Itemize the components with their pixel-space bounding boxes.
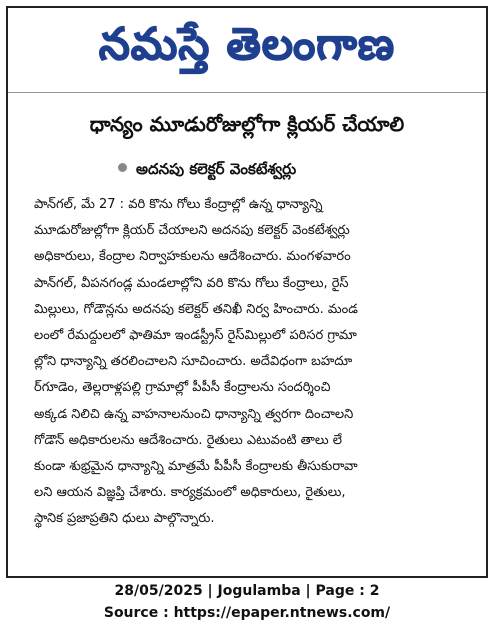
- article-line: ల్లోని ధాన్యాన్ని తరలించాలని సూచించారు. అదేవిధంగా బహదూ: [34, 354, 353, 370]
- article-line: పాన్‌గల్, మే 27 : వరి కొను గోలు కేంద్రాల్లో ఉన్న ధాన్యాన్ని: [34, 197, 323, 212]
- article-line: స్థానిక ప్రజాప్రతిని ధులు పాల్గొన్నారు.: [34, 511, 215, 527]
- article-line: అక్కడ నిలిచి ఉన్న వాహనాలనుంచి ధాన్యాన్ని త్వరగా దించాలని: [34, 406, 354, 422]
- source-link: Source : https://epaper.ntnews.com/: [103, 605, 391, 621]
- masthead-logo: నమస్తే తెలంగాణ: [98, 19, 396, 70]
- publication-info: 28/05/2025 | Jogulamba | Page : 2: [114, 583, 380, 599]
- clipping-footer: [0, 580, 494, 624]
- article-line: లంలో రేమద్దులలో ఫాతిమా ఇండస్ట్రీస్ రైస్‌మిల్లులో పరిసర గ్రామా: [34, 328, 357, 344]
- article-line: లని ఆయన విజ్ఞప్తి చేశారు. కార్యక్రమంలో అధికారులు, రైతులు,: [34, 485, 346, 501]
- article-line: పాన్‌గల్, వీపనగండ్ల మండలాల్లోని వరి కొను గోలు కేంద్రాలు, రైస్: [34, 275, 349, 291]
- article-body: [34, 192, 470, 533]
- article-line: మూడురోజుల్లోగా క్లియర్ చేయాలని అదనపు కలెక్టర్ వెంకటేశ్వర్లు: [34, 223, 350, 239]
- newspaper-clipping: [6, 6, 488, 578]
- article-line: మిల్లులు, గోడౌన్లను అదనపు కలెక్టర్ తనిఖీ నిర్వ హించారు. మండ: [34, 301, 358, 317]
- article-line: అధికారులు, కేంద్రాల నిర్వాహకులను ఆదేశించారు. మంగళవారం: [34, 249, 351, 265]
- article-headline: ధాన్యం మూడురోజుల్లోగా క్లియర్ చేయాలి: [89, 112, 405, 136]
- article-line: గోడౌన్ అధికారులను ఆదేశించారు. రైతులు ఎటువంటి తాలు లే: [34, 432, 342, 448]
- article-line: ర్‌గూడెం, తెల్లరాళ్లపల్లి గ్రామాల్లో పీపీసీ కేంద్రాలను సందర్శించి: [34, 380, 331, 396]
- masthead-divider: [8, 92, 486, 93]
- article-line: కుండా శుభ్రమైన ధాన్యాన్ని మాత్రమే పీపీసీ కేంద్రాలకు తీసుకురావా: [34, 459, 358, 475]
- bullet-icon: [118, 163, 127, 172]
- article-subheadline: అదనపు కలెక్టర్ వెంకటేశ్వర్లు: [136, 160, 297, 178]
